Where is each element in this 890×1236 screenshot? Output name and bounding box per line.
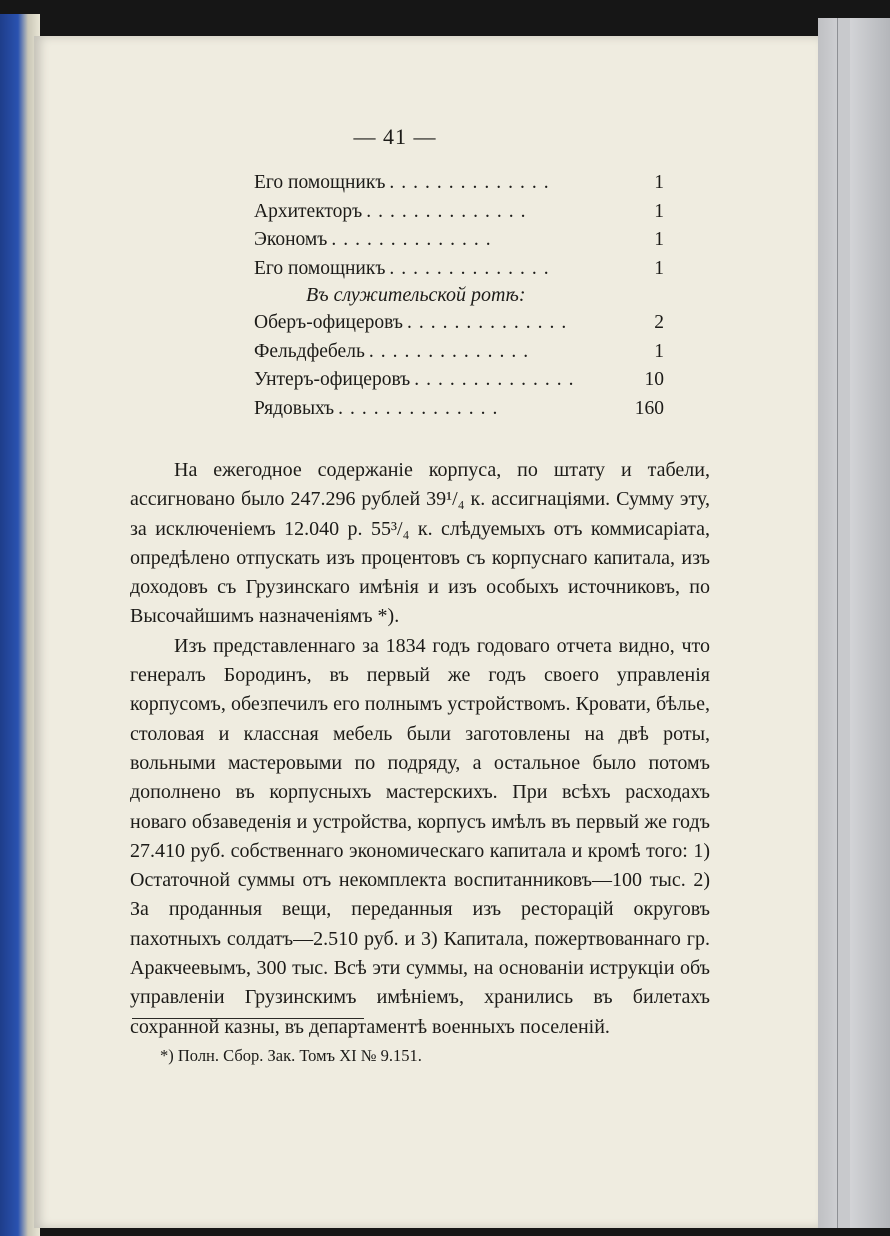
staff-role: Его помощникъ	[254, 257, 386, 279]
staff-count: 1	[654, 172, 664, 193]
staff-role: Архитекторъ	[254, 200, 363, 222]
footnote: *) Полн. Сбор. Зак. Томъ XI № 9.151.	[160, 1046, 422, 1065]
book-cover-edge	[837, 18, 850, 1228]
staff-role: Унтеръ-офицеровъ	[254, 369, 411, 390]
leader-dots: ..............	[368, 340, 536, 362]
staff-count: 1	[654, 257, 664, 279]
leader-dots: ..............	[331, 229, 498, 250]
staff-row	[254, 258, 664, 287]
staff-row	[254, 369, 664, 398]
footnote-rule	[132, 1018, 364, 1019]
staff-count: 2	[654, 312, 664, 333]
leader-dots: ..............	[338, 397, 505, 419]
staff-count: 10	[644, 369, 664, 390]
section-heading: Въ служительской ротѣ:	[306, 284, 526, 306]
staff-row	[254, 341, 664, 370]
book-page	[34, 36, 818, 1228]
staff-row	[254, 201, 664, 230]
paragraph: Изъ представленнаго за 1834 годъ годоваго отчета видно, что генералъ Бородинъ, въ первый же годъ своего управленiя корпусомъ, обезпечилъ его полнымъ устройствомъ. Кровати, бѣлье, столовая и классная мебель были заготовлены на двѣ роты, вольными мастеровыми по подряду, а остальное было потомъ дополнено въ корпусныхъ мастерскихъ. При всѣхъ расходахъ новаго обзаведенiя и устройства, корпусъ имѣлъ въ первый же годъ 27.410 руб. собственнаго экономическаго капитала и кромѣ того: 1) Остаточной суммы отъ некомплекта воспитанниковъ—100 тыс. 2) За проданныя вещи, переданныя изъ ресторацiй округовъ пахотныхъ солдатъ—2.510 руб. и 3) Капитала, пожертвованнаго гр. Аракчеевымъ, 300 тыс. Всѣ эти суммы, на основанiи иструкцiи объ управленiи Грузинскимъ имѣнiемъ, хранились въ билетахъ сохранной казны, въ департаментѣ военныхъ поселенiй.	[130, 634, 710, 1038]
staff-count: 160	[634, 397, 664, 419]
staff-list	[254, 172, 664, 286]
staff-row	[254, 172, 664, 201]
staff-role: Его помощникъ	[254, 172, 386, 193]
paragraph: На ежегодное содержанiе корпуса, по штату и табели, ассигновано было 247.296 рублей 39¹/₄ к. ассигнацiями. Сумму эту, за исключенiемъ 12.040 р. 55³/₄ к. слѣдуемыхъ отъ коммисарiата, опредѣлено отпускать изъ процентовъ съ корпуснаго капитала, изъ доходовъ съ Грузинскаго имѣнiя и изъ особыхъ источниковъ, по Высочайшимъ назначенiямъ *).	[130, 459, 710, 628]
staff-role: Оберъ-офицеровъ	[254, 312, 403, 333]
body-text	[130, 456, 710, 1042]
page-number: — 41 —	[353, 124, 437, 149]
leader-dots: ..............	[366, 200, 533, 222]
staff-count: 1	[654, 229, 664, 250]
leader-dots: ..............	[414, 369, 581, 390]
staff-row	[254, 398, 664, 427]
book-cover-right	[818, 18, 890, 1228]
staff-role: Фельдфебель	[254, 340, 365, 362]
staff-list	[254, 312, 664, 426]
staff-row	[254, 229, 664, 258]
staff-count: 1	[654, 340, 664, 362]
staff-row	[254, 312, 664, 341]
staff-role: Экономъ	[254, 229, 328, 250]
leader-dots: ..............	[389, 172, 556, 193]
staff-role: Рядовыхъ	[254, 397, 335, 419]
staff-count: 1	[654, 200, 664, 222]
leader-dots: ..............	[406, 312, 574, 333]
leader-dots: ..............	[389, 257, 556, 279]
